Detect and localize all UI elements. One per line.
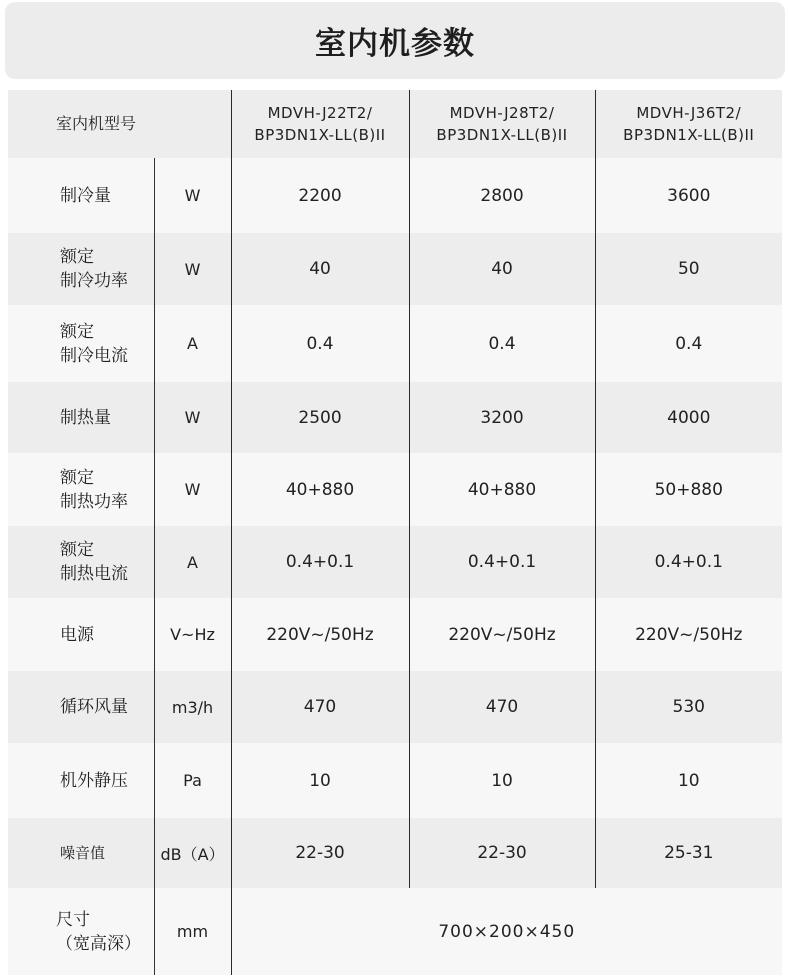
- value-cell: 470: [231, 671, 409, 743]
- row-unit: Pa: [154, 743, 231, 818]
- value-cell: 220V~/50Hz: [595, 598, 782, 671]
- label-line: 制热量: [60, 407, 111, 428]
- label-line: 循环风量: [60, 697, 128, 717]
- table-row: [8, 671, 782, 743]
- value-cell: 10: [231, 743, 409, 818]
- row-label: [8, 453, 154, 526]
- value-cell: 0.4+0.1: [595, 526, 782, 598]
- model-line: BP3DN1X-LL(B)II: [436, 126, 568, 144]
- value-cell: 0.4+0.1: [231, 526, 409, 598]
- model-line: BP3DN1X-LL(B)II: [254, 126, 386, 144]
- value-cell: 470: [409, 671, 595, 743]
- label-line: 额定: [60, 247, 94, 267]
- row-label: [8, 158, 154, 233]
- table-row: [8, 158, 782, 233]
- table-row: [8, 598, 782, 671]
- value-cell: 0.4: [231, 305, 409, 382]
- model-label: 室内机型号: [8, 90, 231, 158]
- row-unit: mm: [154, 888, 231, 975]
- model-line: MDVH-J36T2/: [636, 104, 742, 122]
- label-line: 制热电流: [60, 564, 128, 584]
- row-label: [8, 671, 154, 743]
- row-unit: W: [154, 453, 231, 526]
- row-unit: A: [154, 526, 231, 598]
- size-value-cell: 700×200×450: [231, 888, 782, 975]
- title-bar: [5, 2, 785, 79]
- label-line: 制冷功率: [60, 271, 128, 291]
- value-cell: 530: [595, 671, 782, 743]
- table-row: [8, 233, 782, 305]
- row-label: [8, 743, 154, 818]
- value-cell: 50+880: [595, 453, 782, 526]
- table-row: [8, 818, 782, 888]
- value-cell: 220V~/50Hz: [409, 598, 595, 671]
- value-cell: 22-30: [231, 818, 409, 888]
- value-cell: 10: [595, 743, 782, 818]
- label-line: 噪音值: [60, 844, 106, 862]
- table-row: [8, 743, 782, 818]
- table-row: [8, 526, 782, 598]
- value-cell: 3600: [595, 158, 782, 233]
- label-line: 额定: [60, 467, 94, 488]
- value-cell: 40+880: [409, 453, 595, 526]
- table-row: [8, 453, 782, 526]
- value-cell: 22-30: [409, 818, 595, 888]
- label-line: 额定: [60, 540, 94, 560]
- row-label: [8, 598, 154, 671]
- model-line: MDVH-J28T2/: [449, 104, 555, 122]
- label-line: 制热功率: [60, 491, 128, 512]
- label-line: 机外静压: [60, 770, 128, 791]
- value-cell: 2500: [231, 382, 409, 453]
- value-cell: 40: [409, 233, 595, 305]
- table-row: [8, 382, 782, 453]
- model-line: BP3DN1X-LL(B)II: [623, 126, 755, 144]
- row-label: [8, 818, 154, 888]
- value-cell: 3200: [409, 382, 595, 453]
- label-line: 电源: [60, 624, 94, 645]
- value-cell: 2800: [409, 158, 595, 233]
- row-unit: dB（A）: [154, 818, 231, 888]
- row-unit: W: [154, 233, 231, 305]
- value-cell: 10: [409, 743, 595, 818]
- label-line: 制冷电流: [60, 345, 128, 366]
- row-unit: W: [154, 382, 231, 453]
- label-line: （宽高深）: [56, 933, 141, 954]
- value-cell: 40: [231, 233, 409, 305]
- row-label: [8, 382, 154, 453]
- table-row: [8, 888, 782, 975]
- row-label: [8, 233, 154, 305]
- table-header-row: [8, 90, 782, 158]
- label-line: 尺寸: [56, 909, 90, 930]
- value-cell: 0.4+0.1: [409, 526, 595, 598]
- spec-table: [8, 90, 782, 975]
- column-divider: [154, 158, 155, 975]
- row-unit: A: [154, 305, 231, 382]
- label-line: 制冷量: [60, 185, 111, 206]
- row-label: [8, 888, 154, 975]
- label-line: 额定: [60, 321, 94, 342]
- model-cell: [409, 90, 595, 158]
- model-cell: [231, 90, 409, 158]
- page-title: 室内机参数: [315, 26, 475, 62]
- value-cell: 25-31: [595, 818, 782, 888]
- row-label: [8, 305, 154, 382]
- row-label: [8, 526, 154, 598]
- row-unit: W: [154, 158, 231, 233]
- value-cell: 50: [595, 233, 782, 305]
- value-cell: 0.4: [409, 305, 595, 382]
- value-cell: 2200: [231, 158, 409, 233]
- model-line: MDVH-J22T2/: [267, 104, 373, 122]
- table-row: [8, 305, 782, 382]
- row-unit: m3/h: [154, 671, 231, 743]
- value-cell: 40+880: [231, 453, 409, 526]
- value-cell: 220V~/50Hz: [231, 598, 409, 671]
- row-unit: V~Hz: [154, 598, 231, 671]
- value-cell: 0.4: [595, 305, 782, 382]
- model-cell: [595, 90, 782, 158]
- value-cell: 4000: [595, 382, 782, 453]
